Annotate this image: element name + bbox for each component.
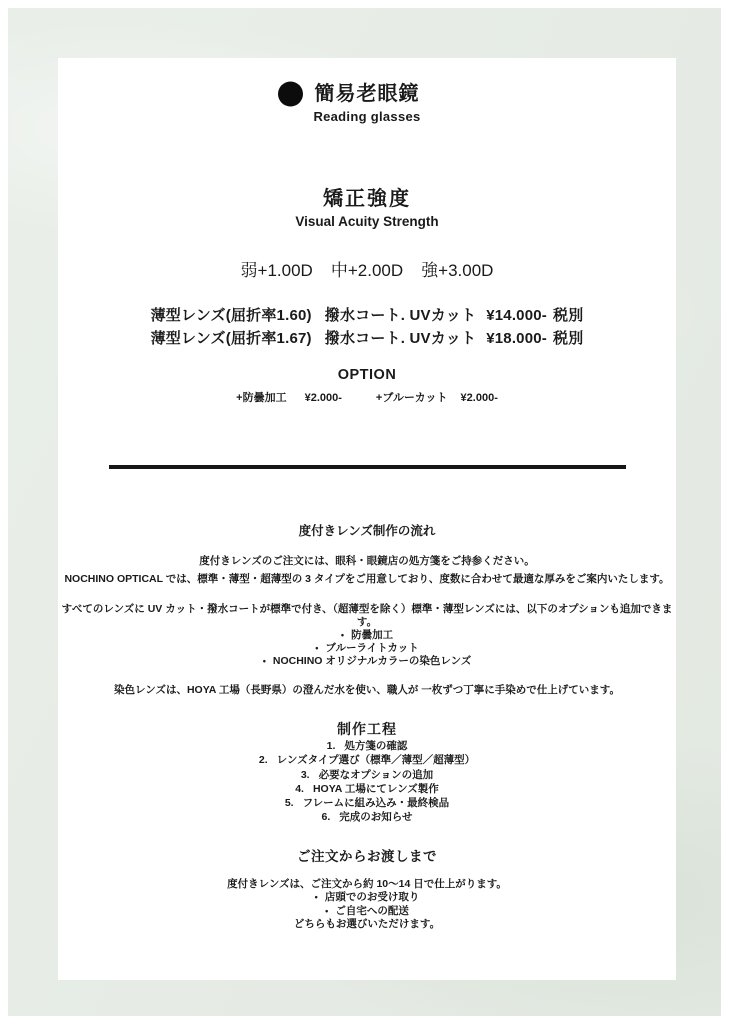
- brand-title-wrap: [315, 81, 420, 107]
- process-step: [58, 810, 676, 824]
- lens-name: 薄型レンズ(屈折率1.60): [150, 307, 312, 324]
- bullet-icon: •: [340, 630, 345, 640]
- flow-options: [58, 603, 676, 668]
- option-row: [58, 392, 676, 405]
- process-step: [58, 739, 676, 753]
- step-label: 処方箋の確認: [344, 740, 408, 752]
- step-label: フレームに組み込み・最終検品: [302, 797, 450, 810]
- bullet-icon: •: [315, 643, 319, 653]
- step-label: レンズタイプ選び（標準／薄型／超薄型）: [276, 754, 476, 767]
- lens-row: [58, 328, 676, 351]
- brand-title-row: [58, 81, 676, 107]
- flow-intro-line1: 度付きレンズのご注文には、眼科・眼鏡店の処方箋をご持参ください。: [199, 555, 535, 567]
- lens-tax: 税別: [553, 307, 584, 324]
- document-content: [58, 58, 676, 980]
- strength-levels: [58, 261, 676, 281]
- list-item: [58, 642, 676, 655]
- list-item: [58, 655, 676, 668]
- delivery-bullet: ご自宅への配送: [335, 904, 409, 917]
- flow-heading: 度付きレンズ制作の流れ: [298, 524, 436, 538]
- list-item: [58, 905, 676, 919]
- flow-option-bullet: 防曇加工: [351, 629, 394, 641]
- option-price: ¥2.000-: [460, 392, 498, 404]
- strength-level-weak: 弱+1.00D: [240, 261, 313, 280]
- delivery-body: [58, 878, 676, 932]
- step-number: 4.: [295, 782, 304, 795]
- process-step: [58, 782, 676, 796]
- brand-title-ja: 簡易老眼鏡: [314, 83, 420, 105]
- option-heading: OPTION: [337, 367, 397, 383]
- step-number: 6.: [321, 811, 331, 824]
- step-number: 5.: [284, 797, 294, 810]
- delivery-heading: ご注文からお渡しまで: [297, 848, 437, 864]
- process-step: [58, 768, 676, 782]
- process-step: [58, 753, 676, 767]
- strength-level-medium: 中+2.00D: [330, 261, 404, 280]
- flow-intro: [58, 553, 676, 588]
- section-divider: [109, 465, 626, 469]
- delivery-closing: どちらもお選びいただけます。: [293, 918, 441, 931]
- flow-option-bullet: NOCHINO オリジナルカラーの染色レンズ: [272, 655, 472, 667]
- step-label: HOYA 工場にてレンズ製作: [312, 782, 439, 795]
- strength-title-ja: 矯正強度: [323, 188, 411, 210]
- step-label: 完成のお知らせ: [339, 811, 413, 824]
- brand-header: [58, 58, 676, 125]
- brand-title-en: Reading glasses: [313, 109, 421, 124]
- option-price: ¥2.000-: [304, 392, 342, 404]
- lens-tax: 税別: [553, 329, 584, 347]
- process-step: [58, 796, 676, 810]
- lens-price: ¥18.000-: [486, 329, 548, 347]
- strength-title-en: Visual Acuity Strength: [295, 214, 439, 229]
- option-label: +ブルーカット: [375, 392, 448, 404]
- process-steps: [58, 739, 676, 825]
- lens-row: [58, 305, 676, 328]
- flow-option-bullet: ブルーライトカット: [325, 642, 419, 654]
- strength-level-strong: 強+3.00D: [421, 261, 494, 280]
- flow-options-line: すべてのレンズに UV カット・撥水コートが標準で付き、（超薄型を除く）標準・薄型レンズには、以下のオプションも追加できます。: [61, 603, 673, 628]
- lens-coating: 撥水コート. UVカット: [324, 329, 477, 347]
- process-heading: 制作工程: [337, 721, 397, 737]
- step-number: 3.: [300, 768, 310, 781]
- black-circle-icon: [278, 82, 303, 107]
- option-item: [376, 392, 498, 405]
- lens-coating: 撥水コート. UVカット: [324, 307, 477, 324]
- bullet-icon: •: [325, 905, 329, 916]
- lens-price: ¥14.000-: [486, 307, 548, 324]
- list-item: [58, 891, 676, 905]
- step-label: 必要なオプションの追加: [318, 768, 434, 781]
- bullet-icon: •: [262, 656, 266, 666]
- delivery-lead: 度付きレンズは、ご注文から約 10〜14 日で仕上がります。: [227, 877, 507, 890]
- step-number: 2.: [258, 754, 268, 767]
- lens-price-list: [58, 305, 676, 350]
- bullet-icon: •: [314, 892, 318, 903]
- option-item: [236, 392, 342, 405]
- option-label: +防曇加工: [236, 392, 287, 404]
- delivery-bullet: 店頭でのお受け取り: [324, 891, 420, 904]
- flow-intro-line2: NOCHINO OPTICAL では、標準・薄型・超薄型の 3 タイプをご用意しており、度数に合わせて最適な厚みをご案内いたします。: [64, 572, 670, 585]
- lens-name: 薄型レンズ(屈折率1.67): [150, 329, 312, 347]
- step-number: 1.: [326, 740, 336, 752]
- list-item: [58, 629, 676, 642]
- dye-note: 染色レンズは、HOYA 工場（長野県）の澄んだ水を使い、職人が 一枚ずつ丁寧に手染めで仕上げています。: [114, 684, 620, 696]
